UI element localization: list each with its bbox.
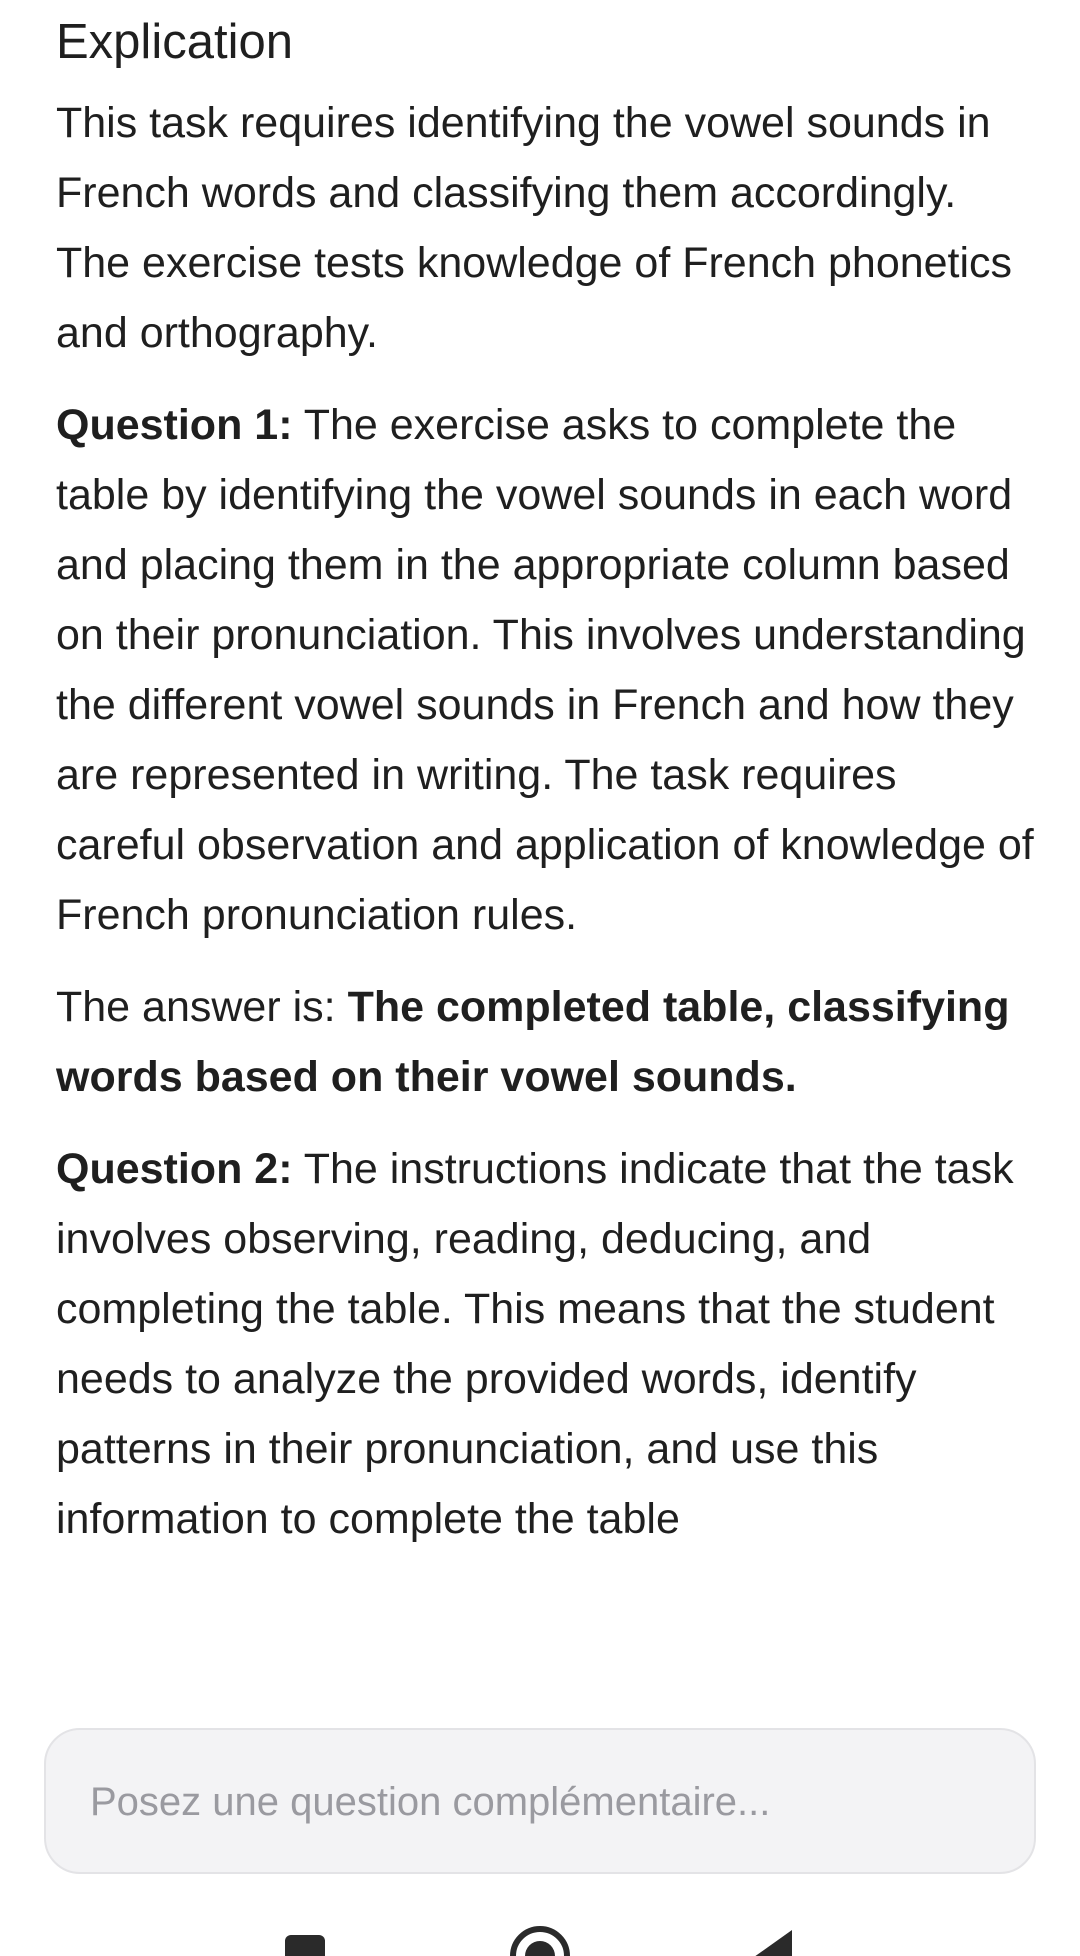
- home-button[interactable]: [510, 1926, 570, 1956]
- intro-paragraph: [56, 88, 1036, 368]
- answer-prefix: The answer is:: [56, 983, 348, 1031]
- question-2-paragraph: [56, 1134, 1036, 1554]
- question-2-label: Question 2:: [56, 1145, 293, 1193]
- answer-value: The completed table, classifying words based on their vowel sounds.: [56, 983, 1010, 1101]
- square-icon: [285, 1935, 325, 1956]
- triangle-back-icon: [750, 1926, 810, 1956]
- question-1-text: The exercise asks to complete the table by identifying the vowel sounds in each word and placing them in the appropriate column based on their pronunciation. This involves understanding the different vowel sounds in French and how they are represented in writing. The task requires careful observation and application of knowledge of French pronunciation rules.: [56, 401, 1034, 939]
- followup-question-input[interactable]: [88, 1730, 992, 1874]
- answer-paragraph: [56, 972, 1036, 1112]
- question-1-label: Question 1:: [56, 401, 293, 449]
- explanation-heading: Explication: [56, 15, 293, 69]
- followup-input-container[interactable]: [44, 1728, 1036, 1874]
- explanation-panel: [56, 0, 1036, 1706]
- system-navigation-bar: [0, 1900, 1080, 1956]
- back-button[interactable]: [750, 1926, 810, 1956]
- intro-text: This task requires identifying the vowel sounds in French words and classifying them accordingly. The exercise tests knowledge of French phonetics and orthography.: [56, 99, 1013, 357]
- question-1-paragraph: [56, 390, 1036, 950]
- recent-apps-button[interactable]: [276, 1926, 336, 1956]
- question-2-text: The instructions indicate that the task involves observing, reading, deducing, and completing the table. This means that the student needs to analyze the provided words, identify patterns in their pronunciation, and use this information to complete the table: [56, 1145, 1014, 1543]
